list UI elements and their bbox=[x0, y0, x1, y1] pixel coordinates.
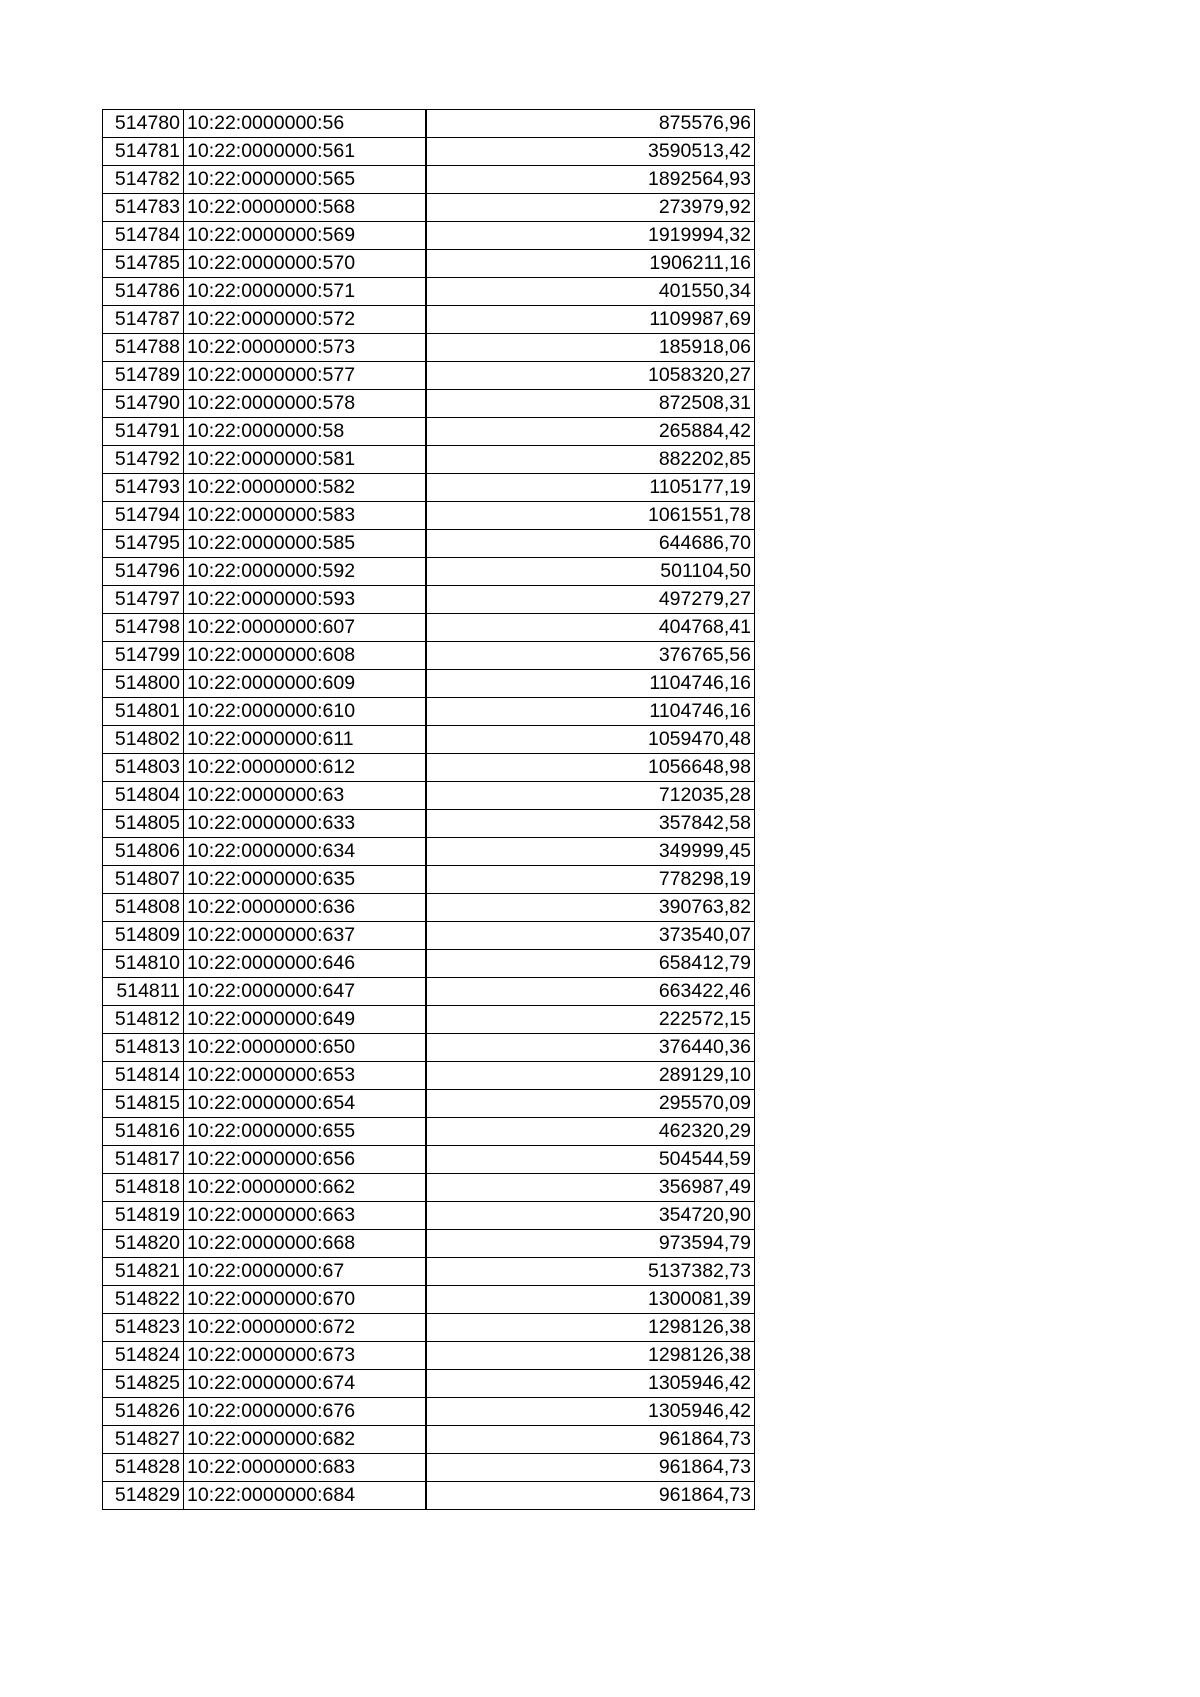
row-id-cell: 514808 bbox=[103, 894, 184, 922]
cadastral-number-cell: 10:22:0000000:572 bbox=[184, 306, 426, 334]
row-id-cell: 514817 bbox=[103, 1146, 184, 1174]
table-row bbox=[103, 1062, 755, 1090]
table-row bbox=[103, 194, 755, 222]
amount-cell: 3590513,42 bbox=[426, 138, 755, 166]
amount-cell: 1892564,93 bbox=[426, 166, 755, 194]
amount-cell: 1906211,16 bbox=[426, 250, 755, 278]
row-id-cell: 514793 bbox=[103, 474, 184, 502]
cadastral-number-cell: 10:22:0000000:650 bbox=[184, 1034, 426, 1062]
cadastral-number-cell: 10:22:0000000:581 bbox=[184, 446, 426, 474]
cadastral-number-cell: 10:22:0000000:565 bbox=[184, 166, 426, 194]
amount-cell: 1919994,32 bbox=[426, 222, 755, 250]
cadastral-number-cell: 10:22:0000000:673 bbox=[184, 1342, 426, 1370]
cadastral-number-cell: 10:22:0000000:58 bbox=[184, 418, 426, 446]
table-row bbox=[103, 418, 755, 446]
table-row bbox=[103, 278, 755, 306]
amount-cell: 1056648,98 bbox=[426, 754, 755, 782]
cadastral-number-cell: 10:22:0000000:663 bbox=[184, 1202, 426, 1230]
cadastral-number-cell: 10:22:0000000:647 bbox=[184, 978, 426, 1006]
row-id-cell: 514818 bbox=[103, 1174, 184, 1202]
row-id-cell: 514787 bbox=[103, 306, 184, 334]
cadastral-number-cell: 10:22:0000000:633 bbox=[184, 810, 426, 838]
row-id-cell: 514809 bbox=[103, 922, 184, 950]
amount-cell: 501104,50 bbox=[426, 558, 755, 586]
table-row bbox=[103, 1398, 755, 1426]
table-row bbox=[103, 390, 755, 418]
row-id-cell: 514794 bbox=[103, 502, 184, 530]
table-row bbox=[103, 530, 755, 558]
cadastral-number-cell: 10:22:0000000:607 bbox=[184, 614, 426, 642]
amount-cell: 1058320,27 bbox=[426, 362, 755, 390]
table-row bbox=[103, 1482, 755, 1510]
row-id-cell: 514819 bbox=[103, 1202, 184, 1230]
cadastral-number-cell: 10:22:0000000:611 bbox=[184, 726, 426, 754]
amount-cell: 1298126,38 bbox=[426, 1314, 755, 1342]
amount-cell: 401550,34 bbox=[426, 278, 755, 306]
table-row bbox=[103, 838, 755, 866]
row-id-cell: 514811 bbox=[103, 978, 184, 1006]
amount-cell: 961864,73 bbox=[426, 1426, 755, 1454]
row-id-cell: 514792 bbox=[103, 446, 184, 474]
row-id-cell: 514816 bbox=[103, 1118, 184, 1146]
table-row bbox=[103, 334, 755, 362]
amount-cell: 663422,46 bbox=[426, 978, 755, 1006]
row-id-cell: 514795 bbox=[103, 530, 184, 558]
cadastral-number-cell: 10:22:0000000:662 bbox=[184, 1174, 426, 1202]
row-id-cell: 514822 bbox=[103, 1286, 184, 1314]
table-row bbox=[103, 138, 755, 166]
amount-cell: 295570,09 bbox=[426, 1090, 755, 1118]
row-id-cell: 514796 bbox=[103, 558, 184, 586]
cadastral-number-cell: 10:22:0000000:674 bbox=[184, 1370, 426, 1398]
amount-cell: 1300081,39 bbox=[426, 1286, 755, 1314]
cadastral-number-cell: 10:22:0000000:56 bbox=[184, 110, 426, 138]
amount-cell: 872508,31 bbox=[426, 390, 755, 418]
table-row bbox=[103, 810, 755, 838]
table-row bbox=[103, 1426, 755, 1454]
row-id-cell: 514813 bbox=[103, 1034, 184, 1062]
table-row bbox=[103, 866, 755, 894]
amount-cell: 1059470,48 bbox=[426, 726, 755, 754]
table-row bbox=[103, 754, 755, 782]
row-id-cell: 514825 bbox=[103, 1370, 184, 1398]
amount-cell: 356987,49 bbox=[426, 1174, 755, 1202]
table-row bbox=[103, 1314, 755, 1342]
row-id-cell: 514790 bbox=[103, 390, 184, 418]
row-id-cell: 514789 bbox=[103, 362, 184, 390]
amount-cell: 5137382,73 bbox=[426, 1258, 755, 1286]
cadastral-number-cell: 10:22:0000000:655 bbox=[184, 1118, 426, 1146]
table-row bbox=[103, 670, 755, 698]
row-id-cell: 514826 bbox=[103, 1398, 184, 1426]
row-id-cell: 514797 bbox=[103, 586, 184, 614]
table-row bbox=[103, 1286, 755, 1314]
row-id-cell: 514798 bbox=[103, 614, 184, 642]
table-row bbox=[103, 1006, 755, 1034]
row-id-cell: 514791 bbox=[103, 418, 184, 446]
row-id-cell: 514800 bbox=[103, 670, 184, 698]
table-row bbox=[103, 726, 755, 754]
data-table bbox=[102, 109, 755, 1510]
amount-cell: 462320,29 bbox=[426, 1118, 755, 1146]
cadastral-number-cell: 10:22:0000000:668 bbox=[184, 1230, 426, 1258]
cadastral-number-cell: 10:22:0000000:682 bbox=[184, 1426, 426, 1454]
amount-cell: 882202,85 bbox=[426, 446, 755, 474]
table-row bbox=[103, 1090, 755, 1118]
row-id-cell: 514788 bbox=[103, 334, 184, 362]
table-row bbox=[103, 110, 755, 138]
row-id-cell: 514803 bbox=[103, 754, 184, 782]
row-id-cell: 514824 bbox=[103, 1342, 184, 1370]
table-row bbox=[103, 250, 755, 278]
cadastral-number-cell: 10:22:0000000:636 bbox=[184, 894, 426, 922]
amount-cell: 354720,90 bbox=[426, 1202, 755, 1230]
table-row bbox=[103, 1370, 755, 1398]
amount-cell: 1104746,16 bbox=[426, 698, 755, 726]
table-row bbox=[103, 614, 755, 642]
cadastral-number-cell: 10:22:0000000:67 bbox=[184, 1258, 426, 1286]
row-id-cell: 514780 bbox=[103, 110, 184, 138]
amount-cell: 185918,06 bbox=[426, 334, 755, 362]
cadastral-number-cell: 10:22:0000000:569 bbox=[184, 222, 426, 250]
table-row bbox=[103, 922, 755, 950]
amount-cell: 1061551,78 bbox=[426, 502, 755, 530]
table-row bbox=[103, 782, 755, 810]
cadastral-number-cell: 10:22:0000000:578 bbox=[184, 390, 426, 418]
cadastral-number-cell: 10:22:0000000:609 bbox=[184, 670, 426, 698]
amount-cell: 973594,79 bbox=[426, 1230, 755, 1258]
amount-cell: 376440,36 bbox=[426, 1034, 755, 1062]
amount-cell: 1305946,42 bbox=[426, 1398, 755, 1426]
cadastral-number-cell: 10:22:0000000:684 bbox=[184, 1482, 426, 1510]
amount-cell: 390763,82 bbox=[426, 894, 755, 922]
cadastral-number-cell: 10:22:0000000:649 bbox=[184, 1006, 426, 1034]
amount-cell: 357842,58 bbox=[426, 810, 755, 838]
row-id-cell: 514804 bbox=[103, 782, 184, 810]
table-row bbox=[103, 306, 755, 334]
cadastral-number-cell: 10:22:0000000:672 bbox=[184, 1314, 426, 1342]
row-id-cell: 514781 bbox=[103, 138, 184, 166]
amount-cell: 875576,96 bbox=[426, 110, 755, 138]
amount-cell: 404768,41 bbox=[426, 614, 755, 642]
cadastral-number-cell: 10:22:0000000:676 bbox=[184, 1398, 426, 1426]
row-id-cell: 514823 bbox=[103, 1314, 184, 1342]
row-id-cell: 514784 bbox=[103, 222, 184, 250]
row-id-cell: 514810 bbox=[103, 950, 184, 978]
table-row bbox=[103, 1454, 755, 1482]
cadastral-number-cell: 10:22:0000000:585 bbox=[184, 530, 426, 558]
table-row bbox=[103, 978, 755, 1006]
amount-cell: 961864,73 bbox=[426, 1454, 755, 1482]
amount-cell: 265884,42 bbox=[426, 418, 755, 446]
cadastral-number-cell: 10:22:0000000:561 bbox=[184, 138, 426, 166]
cadastral-number-cell: 10:22:0000000:63 bbox=[184, 782, 426, 810]
table-row bbox=[103, 1230, 755, 1258]
row-id-cell: 514827 bbox=[103, 1426, 184, 1454]
row-id-cell: 514815 bbox=[103, 1090, 184, 1118]
row-id-cell: 514785 bbox=[103, 250, 184, 278]
table-row bbox=[103, 1118, 755, 1146]
amount-cell: 504544,59 bbox=[426, 1146, 755, 1174]
row-id-cell: 514783 bbox=[103, 194, 184, 222]
amount-cell: 1109987,69 bbox=[426, 306, 755, 334]
row-id-cell: 514807 bbox=[103, 866, 184, 894]
table-row bbox=[103, 166, 755, 194]
row-id-cell: 514814 bbox=[103, 1062, 184, 1090]
cadastral-number-cell: 10:22:0000000:592 bbox=[184, 558, 426, 586]
amount-cell: 349999,45 bbox=[426, 838, 755, 866]
table-row bbox=[103, 1146, 755, 1174]
table-body bbox=[103, 110, 755, 1510]
cadastral-number-cell: 10:22:0000000:577 bbox=[184, 362, 426, 390]
cadastral-number-cell: 10:22:0000000:570 bbox=[184, 250, 426, 278]
cadastral-number-cell: 10:22:0000000:573 bbox=[184, 334, 426, 362]
table-row bbox=[103, 362, 755, 390]
row-id-cell: 514802 bbox=[103, 726, 184, 754]
amount-cell: 1298126,38 bbox=[426, 1342, 755, 1370]
cadastral-number-cell: 10:22:0000000:653 bbox=[184, 1062, 426, 1090]
amount-cell: 961864,73 bbox=[426, 1482, 755, 1510]
amount-cell: 273979,92 bbox=[426, 194, 755, 222]
table-row bbox=[103, 502, 755, 530]
cadastral-number-cell: 10:22:0000000:683 bbox=[184, 1454, 426, 1482]
cadastral-number-cell: 10:22:0000000:568 bbox=[184, 194, 426, 222]
table-row bbox=[103, 558, 755, 586]
row-id-cell: 514812 bbox=[103, 1006, 184, 1034]
amount-cell: 497279,27 bbox=[426, 586, 755, 614]
table-row bbox=[103, 1342, 755, 1370]
amount-cell: 289129,10 bbox=[426, 1062, 755, 1090]
row-id-cell: 514828 bbox=[103, 1454, 184, 1482]
cadastral-number-cell: 10:22:0000000:646 bbox=[184, 950, 426, 978]
cadastral-number-cell: 10:22:0000000:670 bbox=[184, 1286, 426, 1314]
amount-cell: 1104746,16 bbox=[426, 670, 755, 698]
table-row bbox=[103, 1202, 755, 1230]
table-row bbox=[103, 446, 755, 474]
row-id-cell: 514799 bbox=[103, 642, 184, 670]
table-row bbox=[103, 1258, 755, 1286]
table-row bbox=[103, 950, 755, 978]
cadastral-number-cell: 10:22:0000000:612 bbox=[184, 754, 426, 782]
table-row bbox=[103, 642, 755, 670]
row-id-cell: 514782 bbox=[103, 166, 184, 194]
cadastral-number-cell: 10:22:0000000:583 bbox=[184, 502, 426, 530]
table-row bbox=[103, 1174, 755, 1202]
cadastral-number-cell: 10:22:0000000:637 bbox=[184, 922, 426, 950]
row-id-cell: 514805 bbox=[103, 810, 184, 838]
cadastral-number-cell: 10:22:0000000:610 bbox=[184, 698, 426, 726]
amount-cell: 1305946,42 bbox=[426, 1370, 755, 1398]
cadastral-number-cell: 10:22:0000000:571 bbox=[184, 278, 426, 306]
amount-cell: 376765,56 bbox=[426, 642, 755, 670]
cadastral-number-cell: 10:22:0000000:634 bbox=[184, 838, 426, 866]
row-id-cell: 514786 bbox=[103, 278, 184, 306]
amount-cell: 778298,19 bbox=[426, 866, 755, 894]
amount-cell: 644686,70 bbox=[426, 530, 755, 558]
table-row bbox=[103, 894, 755, 922]
table-row bbox=[103, 474, 755, 502]
table-row bbox=[103, 698, 755, 726]
row-id-cell: 514829 bbox=[103, 1482, 184, 1510]
amount-cell: 1105177,19 bbox=[426, 474, 755, 502]
cadastral-number-cell: 10:22:0000000:608 bbox=[184, 642, 426, 670]
document-page bbox=[102, 109, 754, 1510]
amount-cell: 712035,28 bbox=[426, 782, 755, 810]
cadastral-number-cell: 10:22:0000000:582 bbox=[184, 474, 426, 502]
row-id-cell: 514821 bbox=[103, 1258, 184, 1286]
cadastral-number-cell: 10:22:0000000:593 bbox=[184, 586, 426, 614]
row-id-cell: 514806 bbox=[103, 838, 184, 866]
table-row bbox=[103, 222, 755, 250]
table-row bbox=[103, 1034, 755, 1062]
row-id-cell: 514820 bbox=[103, 1230, 184, 1258]
cadastral-number-cell: 10:22:0000000:654 bbox=[184, 1090, 426, 1118]
cadastral-number-cell: 10:22:0000000:635 bbox=[184, 866, 426, 894]
row-id-cell: 514801 bbox=[103, 698, 184, 726]
cadastral-number-cell: 10:22:0000000:656 bbox=[184, 1146, 426, 1174]
amount-cell: 658412,79 bbox=[426, 950, 755, 978]
table-row bbox=[103, 586, 755, 614]
amount-cell: 222572,15 bbox=[426, 1006, 755, 1034]
amount-cell: 373540,07 bbox=[426, 922, 755, 950]
